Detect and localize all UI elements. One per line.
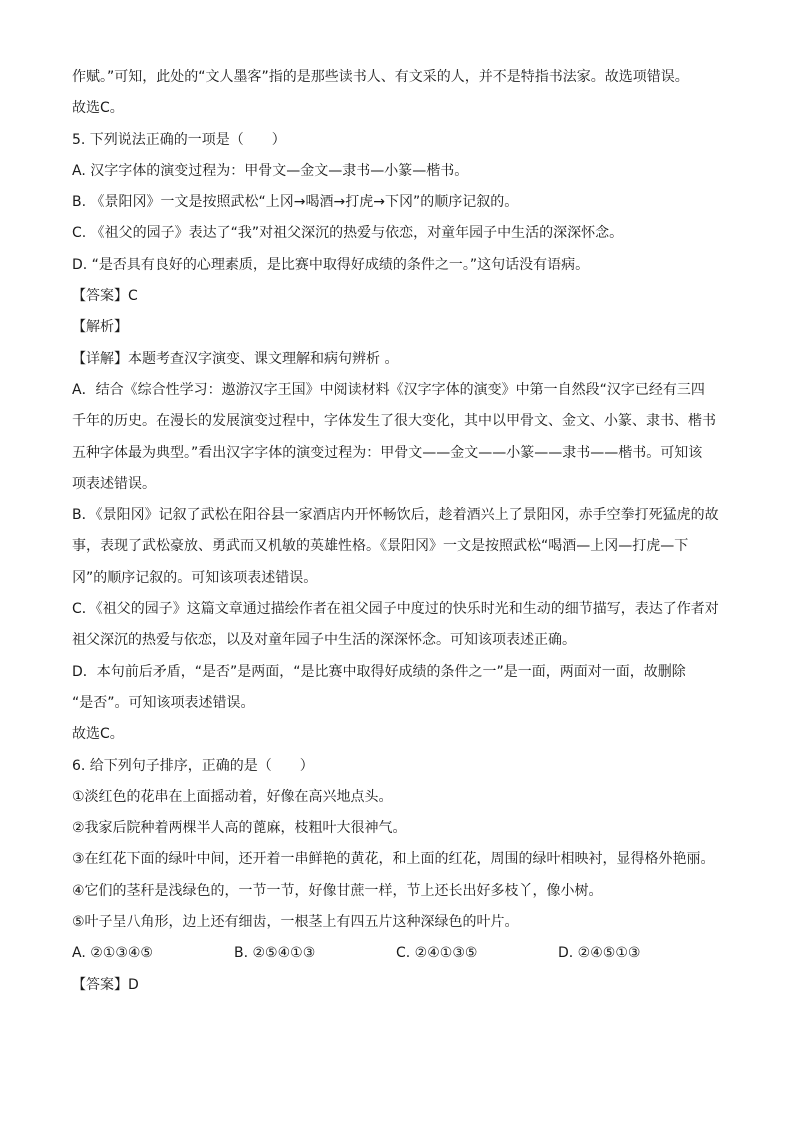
q6-option-b: B. ②⑤④①③ <box>234 945 316 962</box>
question-6-stem: 6. 给下列句子排序，正确的是（ ） <box>72 757 314 774</box>
answer-label: 【答案】C <box>72 288 138 305</box>
explanation-line: “是否”。可知该项表述错误。 <box>72 694 255 711</box>
explanation-line: 【详解】本题考查汉字演变、课文理解和病句辨析 。 <box>72 350 399 367</box>
option-d: D. “是否具有良好的心理素质，是比赛中取得好成绩的条件之一。”这句话没有语病。 <box>72 256 590 273</box>
q6-option-c: C. ②④①③⑤ <box>396 945 478 962</box>
explanation-line: 祖父深沉的热爱与依恋，以及对童年园子中生活的深深怀念。可知该项表述正确。 <box>72 632 576 649</box>
explanation-line: B．《景阳冈》记叙了武松在阳谷县一家酒店内开怀畅饮后，趁着酒兴上了景阳冈，赤手空拳打死猛虎的故 <box>72 507 719 524</box>
analysis-label: 【解析】 <box>72 319 128 336</box>
explanation-line: C．《祖父的园子》这篇文章通过描绘作者在祖父园子中度过的快乐时光和生动的细节描写，表达了作者对 <box>72 601 719 618</box>
sentence-4: ④它们的茎秆是浅绿色的，一节一节，好像甘蔗一样，节上还长出好多枝丫，像小树。 <box>72 882 603 899</box>
document-body <box>72 62 722 1001</box>
explanation-line: D．本句前后矛盾，“是否”是两面，“是比赛中取得好成绩的条件之一”是一面，两面对一面，故删除 <box>72 663 686 680</box>
explanation-line: 故选C。 <box>72 726 124 743</box>
sentence-3: ③在红花下面的绿叶中间，还开着一串鲜艳的黄花，和上面的红花，周围的绿叶相映衬，显得格外艳丽。 <box>72 851 715 868</box>
option-b: B. 《景阳冈》一文是按照武松“上冈→喝酒→打虎→下冈”的顺序记叙的。 <box>72 194 519 211</box>
text-line: 故选C。 <box>72 100 124 117</box>
question-5-stem: 5. 下列说法正确的一项是（ ） <box>72 131 286 148</box>
explanation-line: 事，表现了武松豪放、勇武而又机敏的英雄性格。《景阳冈》一文是按照武松“喝酒—上冈—打虎—下 <box>72 538 689 555</box>
q6-option-a: A. ②①③④⑤ <box>72 945 153 962</box>
question-6-options <box>72 938 722 969</box>
explanation-line: 千年的历史。在漫长的发展演变过程中，字体发生了很大变化，其中以甲骨文、金文、小篆、隶书、楷书 <box>72 413 716 430</box>
explanation-line: 冈”的顺序记叙的。可知该项表述错误。 <box>72 569 318 586</box>
explanation-line: 五种字体最为典型。”看出汉字字体的演变过程为：甲骨文——金文——小篆——隶书——楷书。可知该 <box>72 444 703 461</box>
explanation-line: 项表述错误。 <box>72 475 156 492</box>
option-c: C. 《祖父的园子》表达了“我”对祖父深沉的热爱与依恋，对童年园子中生活的深深怀念。 <box>72 225 624 242</box>
sentence-1: ①淡红色的花串在上面摇动着，好像在高兴地点头。 <box>72 788 393 805</box>
sentence-2: ②我家后院种着两棵半人高的蓖麻，枝粗叶大很神气。 <box>72 820 407 837</box>
q6-option-d: D. ②④⑤①③ <box>558 945 641 962</box>
option-a: A. 汉字字体的演变过程为：甲骨文—金文—隶书—小篆—楷书。 <box>72 162 469 179</box>
answer-label: 【答案】D <box>72 976 139 993</box>
sentence-5: ⑤叶子呈八角形，边上还有细齿，一根茎上有四五片这种深绿色的叶片。 <box>72 914 519 931</box>
text-line: 作赋。”可知，此处的“文人墨客”指的是那些读书人、有文采的人，并不是特指书法家。故选项错误。 <box>72 69 689 85</box>
explanation-line: A．结合《综合性学习：遨游汉字王国》中阅读材料《汉字字体的演变》中第一自然段“汉字已经有三四 <box>72 381 705 398</box>
